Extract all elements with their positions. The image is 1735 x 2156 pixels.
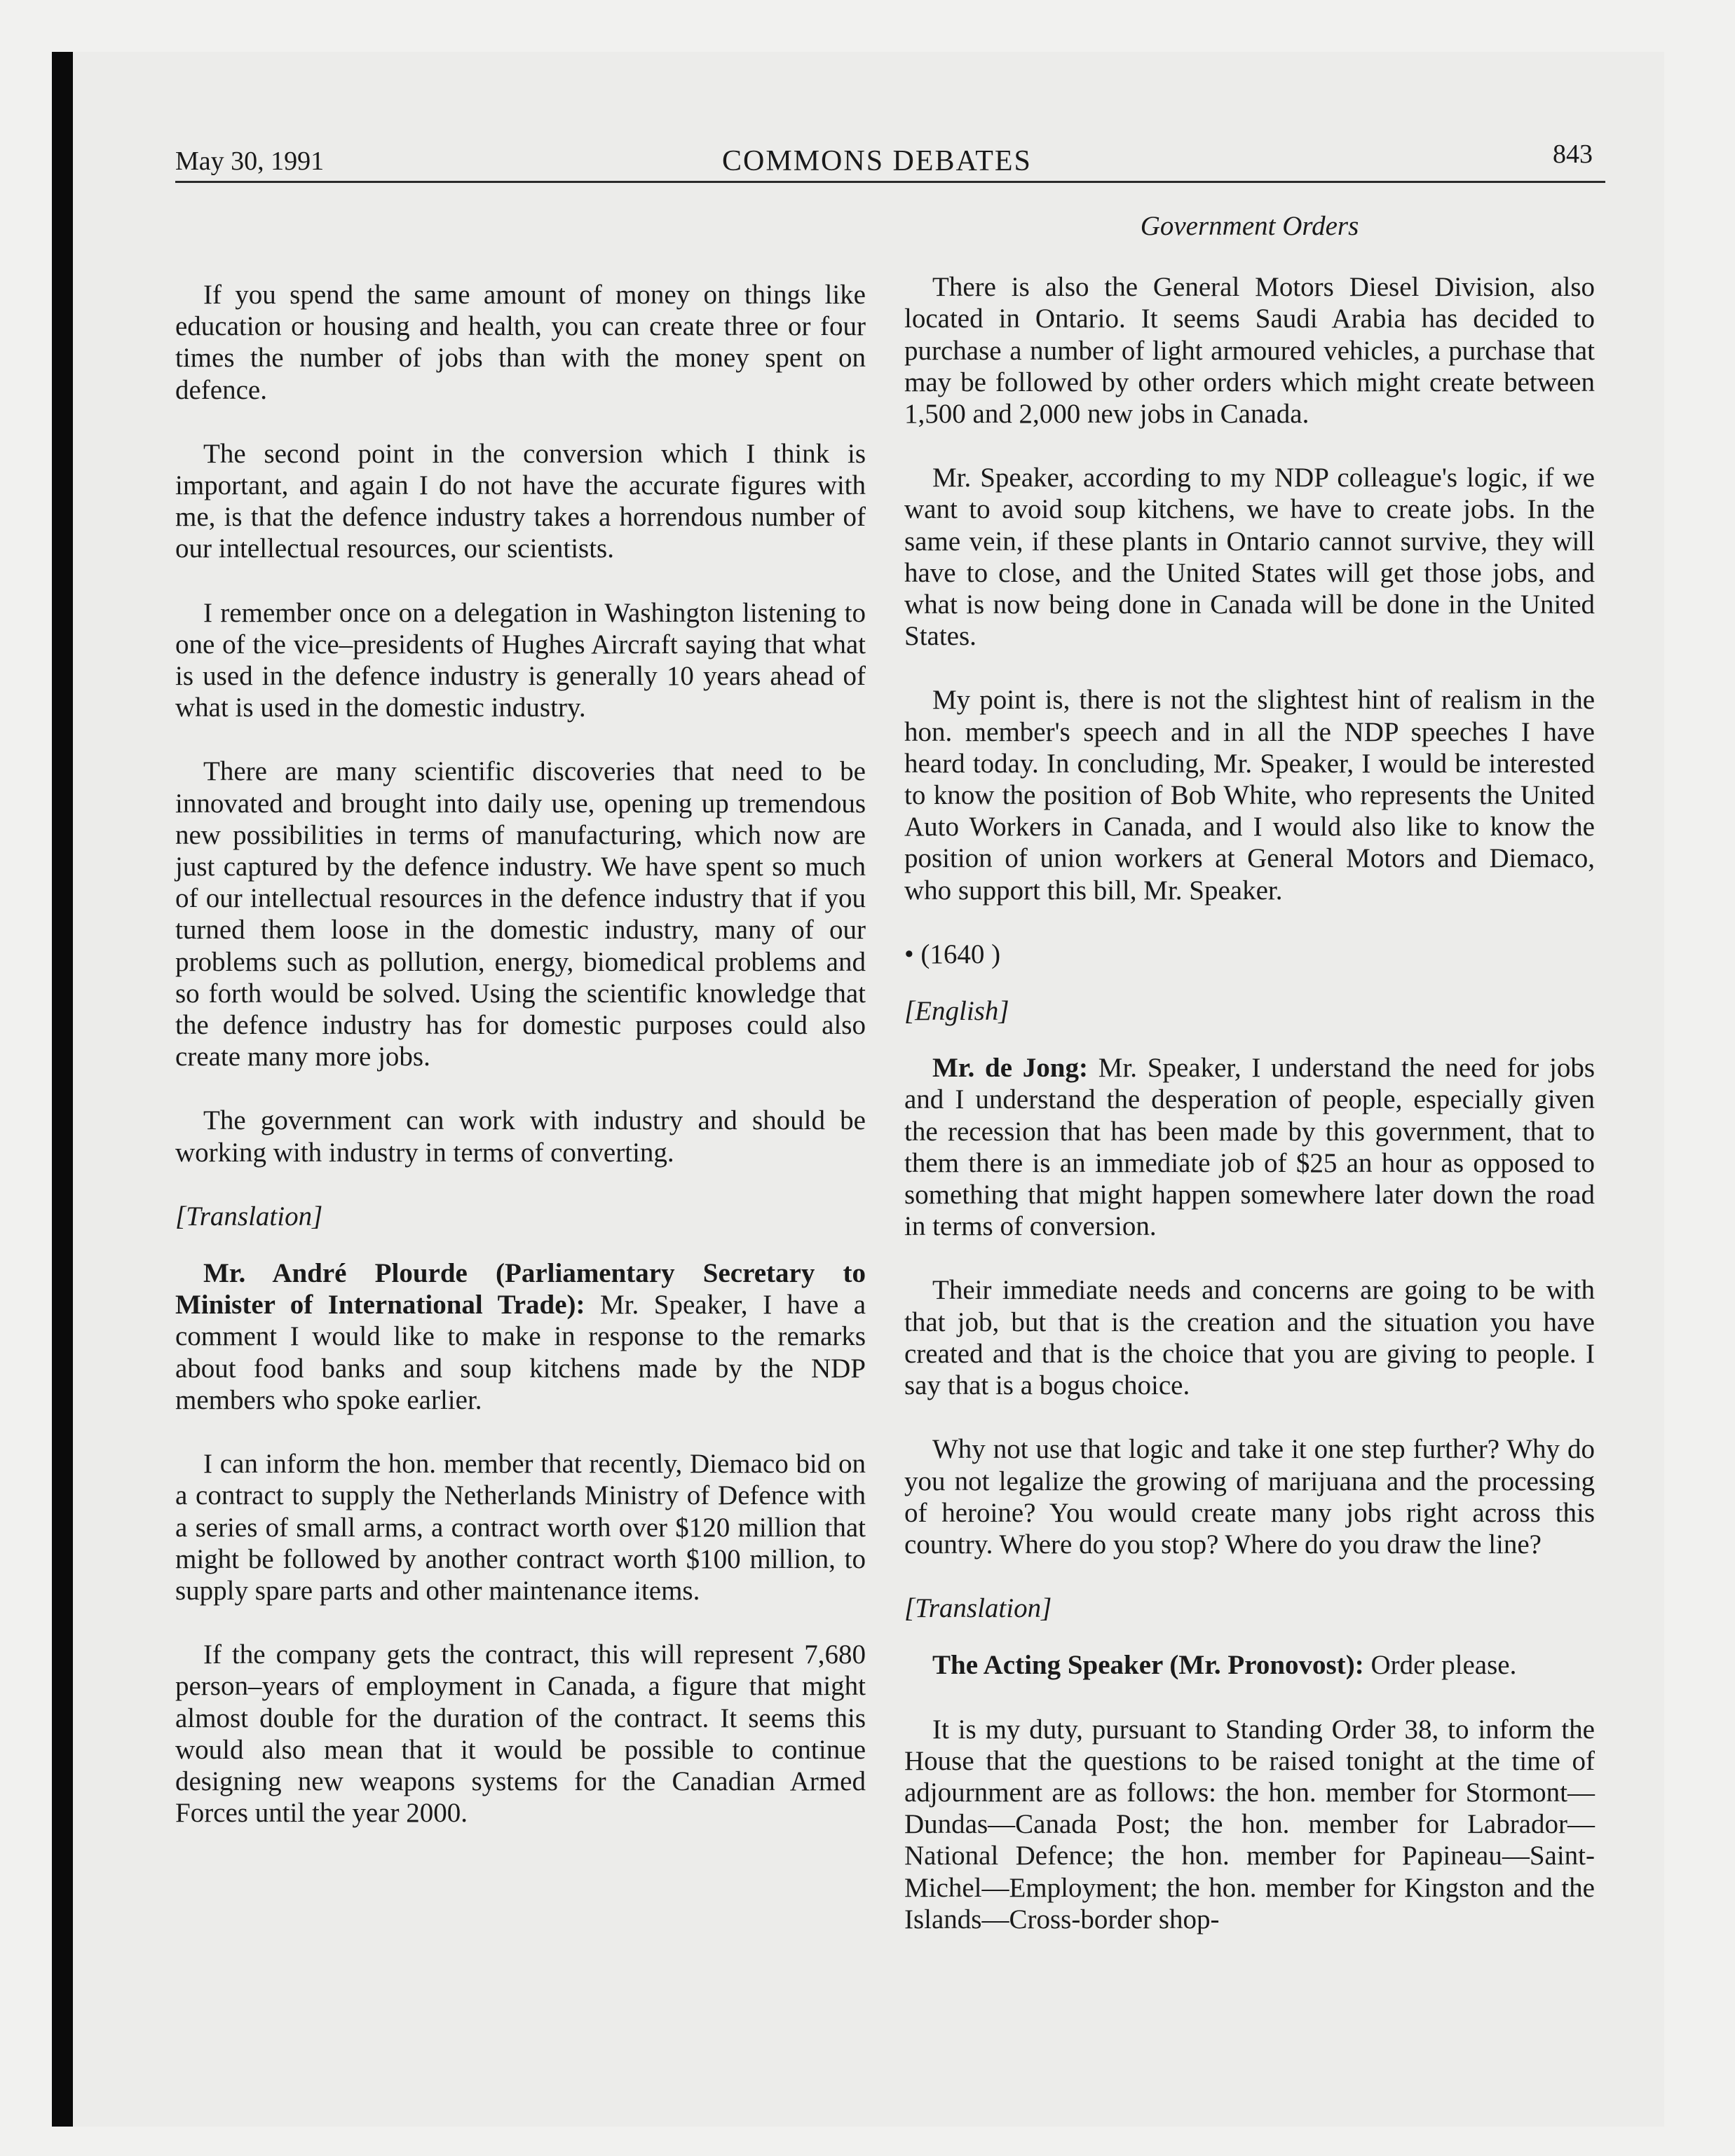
paragraph: If the company gets the contract, this will represent 7,680 person–years of employment in Canada, a figure that might almost double for the duration of the contract. It seems this would also mean that it would be possible to continue designing new weapons systems for the Canadian Armed Forces until the year 2000. — [175, 1639, 866, 1829]
speaker-name: Mr. de Jong: — [932, 1053, 1088, 1084]
speech-text: Mr. Speaker, I understand the need for jobs and I understand the desperation of people, especially given the recession that has been made by this government, that to them there is an immediate job of $25 an hour as opposed to something that might happen somewhere later down the road in terms of conversion. — [904, 1053, 1595, 1242]
paragraph: I remember once on a delegation in Washington listening to one of the vice–presidents of Hughes Aircraft saying that what is used in the defence industry is generally 10 years ahead of what is used in the domestic industry. — [175, 597, 866, 723]
paragraph: I can inform the hon. member that recently, Diemaco bid on a contract to supply the Netherlands Ministry of Defence with a series of small arms, a contract worth over $120 million that might be followed by another contract worth $100 million, to supply spare parts and other maintenance items. — [175, 1449, 866, 1606]
scan-edge-bar — [52, 52, 73, 2127]
time-mark: • (1640 ) — [904, 939, 1001, 969]
speaker-paragraph — [904, 1052, 1595, 1242]
translation-mark: [Translation] — [175, 1201, 323, 1231]
translation-mark: [Translation] — [904, 1593, 1052, 1624]
paragraph: Why not use that logic and take it one step further? Why do you not legalize the growing of marijuana and the processing of heroine? You would create many jobs right across this country. Where do you stop? Where do you draw the line? — [904, 1434, 1595, 1560]
header-rule — [175, 181, 1605, 183]
header-title: COMMONS DEBATES — [722, 145, 1032, 177]
paragraph: The government can work with industry and should be working with industry in terms of converting. — [175, 1105, 866, 1168]
speaker-paragraph — [904, 1649, 1595, 1681]
paragraph: There are many scientific discoveries that need to be innovated and brought into daily use, opening up tremendous new possibilities in terms of manufacturing, which now are just captured by the defence industry. We have spent so much of our intellectual resources in the defence industry that if you turned them loose in the domestic industry, many of our problems such as pollution, energy, biomedical problems and so forth would be solved. Using the scientific knowledge that the defence industry has for domestic purposes could also create many more jobs. — [175, 756, 866, 1072]
paragraph: If you spend the same amount of money on things like education or housing and health, you can create three or four times the number of jobs than with the money spent on defence. — [175, 280, 866, 405]
speaker-name: Mr. André Plourde (Parliamentary Secretary to Minister of International Trade): — [175, 1258, 866, 1321]
paragraph: My point is, there is not the slightest hint of realism in the hon. member's speech and in all the NDP speeches I have heard today. In concluding, Mr. Speaker, I would be interested to know the position of Bob White, who represents the United Auto Workers in Canada, and I would also like to know the position of union workers at General Motors and Diemaco, who support this bill, Mr. Speaker. — [904, 685, 1595, 906]
english-mark: [English] — [904, 996, 1009, 1027]
speaker-name: The Acting Speaker (Mr. Pronovost): — [932, 1650, 1364, 1681]
page-number: 843 — [1553, 139, 1593, 169]
right-column — [904, 210, 1595, 1967]
paragraph: It is my duty, pursuant to Standing Order 38, to inform the House that the questions to be raised tonight at the time of adjournment are as follows: the hon. member for Stormont—Dundas—Canada Post; the hon. member for Labrador—National Defence; the hon. member for Papineau—Saint-Michel—Employment; the hon. member for Kingston and the Islands—Cross-border shop- — [904, 1714, 1595, 1935]
paragraph: The second point in the conversion which I think is important, and again I do not have the accurate figures with me, is that the defence industry takes a horrendous number of our intellectual resources, our scientists. — [175, 438, 866, 564]
section-heading: Government Orders — [1140, 211, 1359, 241]
paragraph: Mr. Speaker, according to my NDP colleague's logic, if we want to avoid soup kitchens, we have to create jobs. In the same vein, if these plants in Ontario cannot survive, they will have to close, and the United States will get those jobs, and what is now being done in Canada will be done in the United States. — [904, 463, 1595, 652]
speech-text: Order please. — [1363, 1650, 1517, 1681]
header-date: May 30, 1991 — [175, 146, 325, 176]
paragraph: Their immediate needs and concerns are going to be with that job, but that is the creation and the situation you have created and that is the choice that you are giving to people. I say that is a bogus choice. — [904, 1275, 1595, 1401]
speaker-paragraph — [175, 1257, 866, 1416]
speech-text: Mr. Speaker, I have a comment I would like to make in response to the remarks about food banks and soup kitchens made by the NDP members who spoke earlier. — [175, 1290, 866, 1415]
left-column — [175, 210, 866, 1861]
paragraph: There is also the General Motors Diesel Division, also located in Ontario. It seems Saudi Arabia has decided to purchase a number of light armoured vehicles, a purchase that may be followed by other orders which might create between 1,500 and 2,000 new jobs in Canada. — [904, 272, 1595, 430]
